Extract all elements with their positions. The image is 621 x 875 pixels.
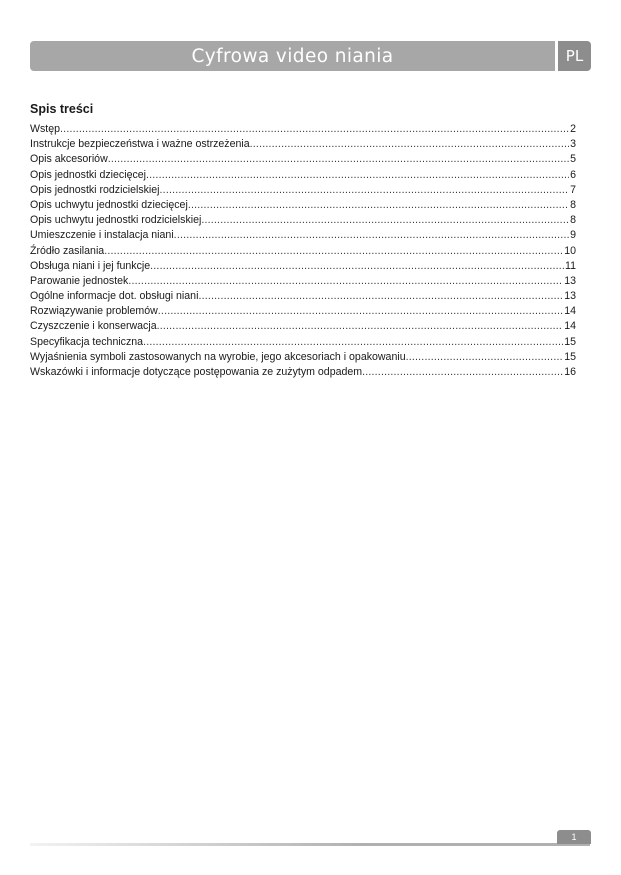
toc-entry-page: 14	[564, 305, 576, 318]
toc-entry[interactable]	[30, 365, 576, 380]
toc-entry-page: 2	[570, 123, 576, 135]
toc-entry-page: 13	[564, 290, 576, 303]
toc-entry[interactable]	[30, 335, 576, 350]
toc-entry[interactable]	[30, 198, 576, 213]
toc-leader-dots	[128, 274, 563, 289]
toc-entry-title: Opis jednostki rodzicielskiej	[30, 183, 160, 196]
toc-entry-page: 9	[570, 229, 576, 242]
table-of-contents	[30, 122, 576, 380]
toc-leader-dots	[146, 168, 569, 183]
toc-entry-title: Ogólne informacje dot. obsługi niani	[30, 290, 199, 303]
toc-entry-page: 7	[570, 183, 576, 196]
toc-entry-page: 16	[564, 366, 576, 378]
toc-entry-page: 10	[564, 244, 576, 257]
toc-entry-title: Instrukcje bezpieczeństwa i ważne ostrzeżenia	[30, 138, 250, 151]
language-badge: PL	[558, 41, 591, 71]
toc-entry-page: 3	[570, 138, 576, 151]
page-number: 1	[557, 830, 591, 844]
toc-entry-title: Specyfikacja techniczna	[30, 335, 144, 348]
toc-leader-dots	[188, 198, 569, 213]
toc-entry-title: Wyjaśnienia symboli zastosowanych na wyrobie, jego akcesoriach i opakowaniu	[30, 350, 406, 363]
toc-entry[interactable]	[30, 168, 576, 183]
toc-entry-title: Opis uchwytu jednostki dziecięcej	[30, 198, 188, 211]
toc-entry-page: 13	[564, 274, 576, 287]
toc-entry-page: 8	[570, 214, 576, 227]
toc-heading: Spis treści	[30, 102, 94, 116]
toc-entry[interactable]	[30, 319, 576, 334]
toc-leader-dots	[108, 152, 569, 167]
document-title: Cyfrowa video niania	[191, 46, 394, 67]
toc-entry[interactable]	[30, 304, 576, 319]
toc-entry-title: Źródło zasilania	[30, 244, 105, 257]
toc-leader-dots	[143, 335, 563, 350]
toc-leader-dots	[104, 244, 563, 259]
toc-entry[interactable]	[30, 289, 576, 304]
toc-entry[interactable]	[30, 259, 576, 274]
toc-entry[interactable]	[30, 274, 576, 289]
toc-entry[interactable]	[30, 213, 576, 228]
toc-entry-page: 11	[565, 259, 576, 272]
toc-entry-title: Opis akcesoriów	[30, 153, 108, 166]
toc-entry[interactable]	[30, 183, 576, 198]
toc-leader-dots	[60, 122, 569, 137]
toc-entry-title: Rozwiązywanie problemów	[30, 305, 158, 318]
toc-entry-page: 5	[570, 153, 576, 166]
toc-leader-dots	[157, 319, 564, 334]
toc-entry[interactable]	[30, 244, 576, 259]
toc-entry-title: Czyszczenie i konserwacja	[30, 320, 157, 333]
toc-leader-dots	[198, 289, 563, 304]
header-bar	[30, 41, 555, 71]
toc-entry[interactable]	[30, 152, 576, 167]
toc-entry-title: Umieszczenie i instalacja niani	[30, 229, 174, 242]
toc-leader-dots	[174, 228, 569, 243]
toc-entry-title: Wstęp	[30, 123, 61, 135]
toc-entry-title: Parowanie jednostek	[30, 274, 129, 287]
toc-entry-page: 14	[564, 320, 576, 333]
toc-entry-page: 6	[570, 168, 576, 181]
toc-entry-title: Opis uchwytu jednostki rodzicielskiej	[30, 214, 202, 227]
toc-leader-dots	[201, 213, 569, 228]
toc-leader-dots	[150, 259, 564, 274]
toc-leader-dots	[406, 350, 564, 365]
toc-entry-title: Obsługa niani i jej funkcje	[30, 259, 151, 272]
toc-entry[interactable]	[30, 137, 576, 152]
toc-leader-dots	[250, 137, 569, 152]
toc-leader-dots	[362, 365, 563, 380]
footer-rule	[30, 843, 590, 846]
toc-leader-dots	[160, 183, 570, 198]
toc-entry-page: 8	[570, 198, 576, 211]
toc-leader-dots	[158, 304, 563, 319]
toc-entry-page: 15	[564, 335, 576, 348]
toc-entry[interactable]	[30, 350, 576, 365]
toc-entry[interactable]	[30, 228, 576, 243]
toc-entry-title: Opis jednostki dziecięcej	[30, 168, 146, 181]
toc-entry-page: 15	[564, 350, 576, 363]
toc-entry-title: Wskazówki i informacje dotyczące postępowania ze zużytym odpadem	[30, 366, 363, 378]
toc-entry[interactable]	[30, 122, 576, 137]
